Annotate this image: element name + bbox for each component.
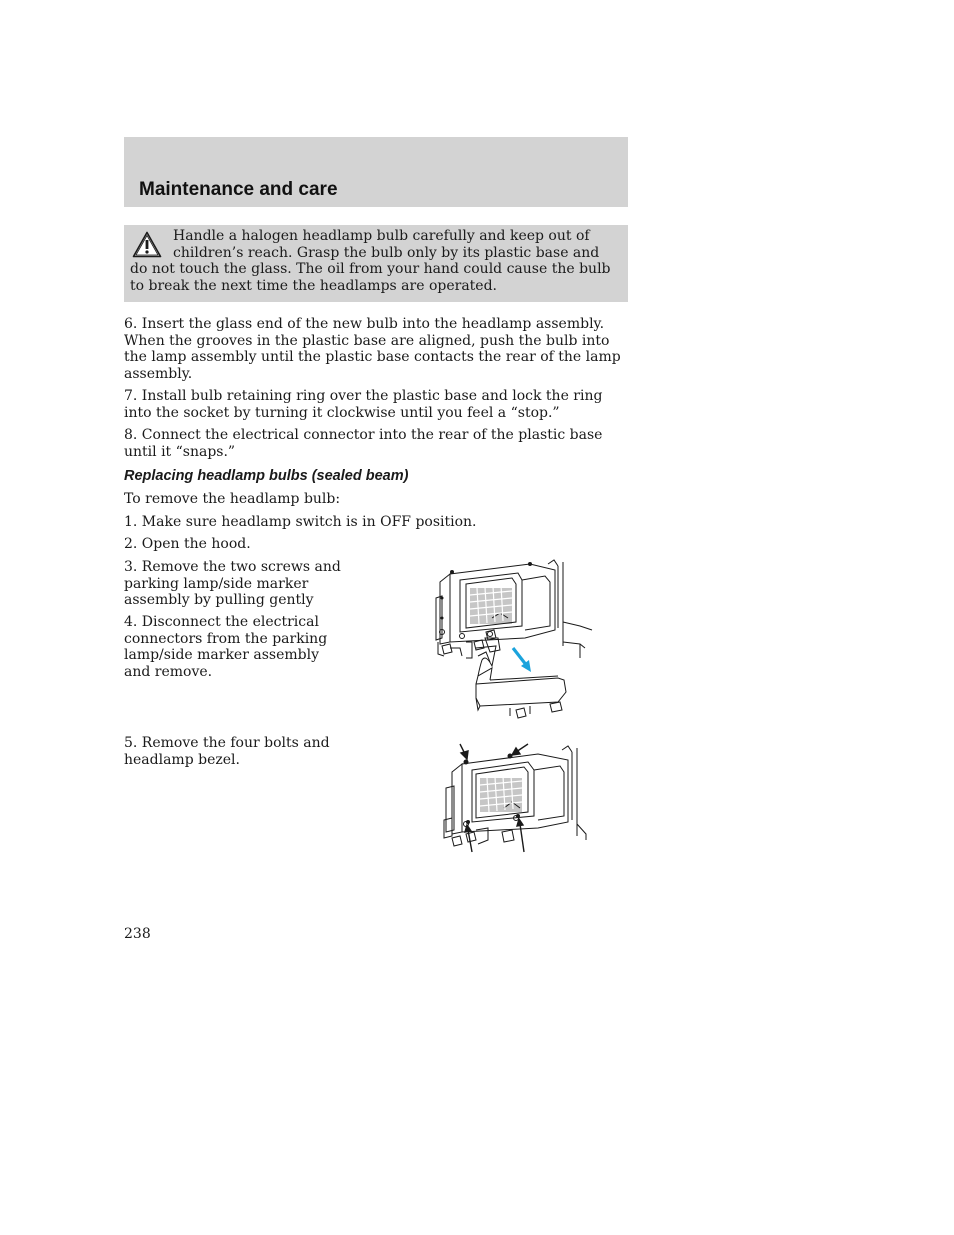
page-number: 238 xyxy=(124,926,151,942)
parking-lamp-removal-illustration xyxy=(430,558,600,726)
step-7: 7. Install bulb retaining ring over the plastic base and lock the ring into the socket by turning it clockwise until you feel a “stop.” xyxy=(124,388,603,421)
headlamp-bezel-bolts-illustration xyxy=(440,740,590,854)
subsection-heading: Replacing headlamp bulbs (sealed beam) xyxy=(124,468,409,484)
section-title: Maintenance and care xyxy=(139,179,338,200)
step-6: 6. Insert the glass end of the new bulb into the headlamp assembly. When the grooves in the plastic base are aligned, push the bulb into the lamp assembly until the plastic base contacts the rear of the lamp assembly. xyxy=(124,316,621,382)
step-4: 4. Disconnect the electrical connectors from the parking lamp/side marker assembly and remove. xyxy=(124,614,328,680)
step-1: 1. Make sure headlamp switch is in OFF position. xyxy=(124,514,477,530)
section-header xyxy=(124,137,628,207)
step-2: 2. Open the hood. xyxy=(124,536,251,552)
warning-box xyxy=(124,225,628,302)
step-3: 3. Remove the two screws and parking lamp/side marker assembly by pulling gently xyxy=(124,559,341,608)
intro-text: To remove the headlamp bulb: xyxy=(124,491,341,507)
step-8: 8. Connect the electrical connector into the rear of the plastic base until it “snaps.” xyxy=(124,427,603,460)
step-5: 5. Remove the four bolts and headlamp bezel. xyxy=(124,735,330,768)
warning-text: Handle a halogen headlamp bulb carefully and keep out of children’s reach. Grasp the bulb only by its plastic base and do not touch the glass. The oil from your hand could cause the bulb to break the next time the headlamps are operated. xyxy=(130,228,611,294)
